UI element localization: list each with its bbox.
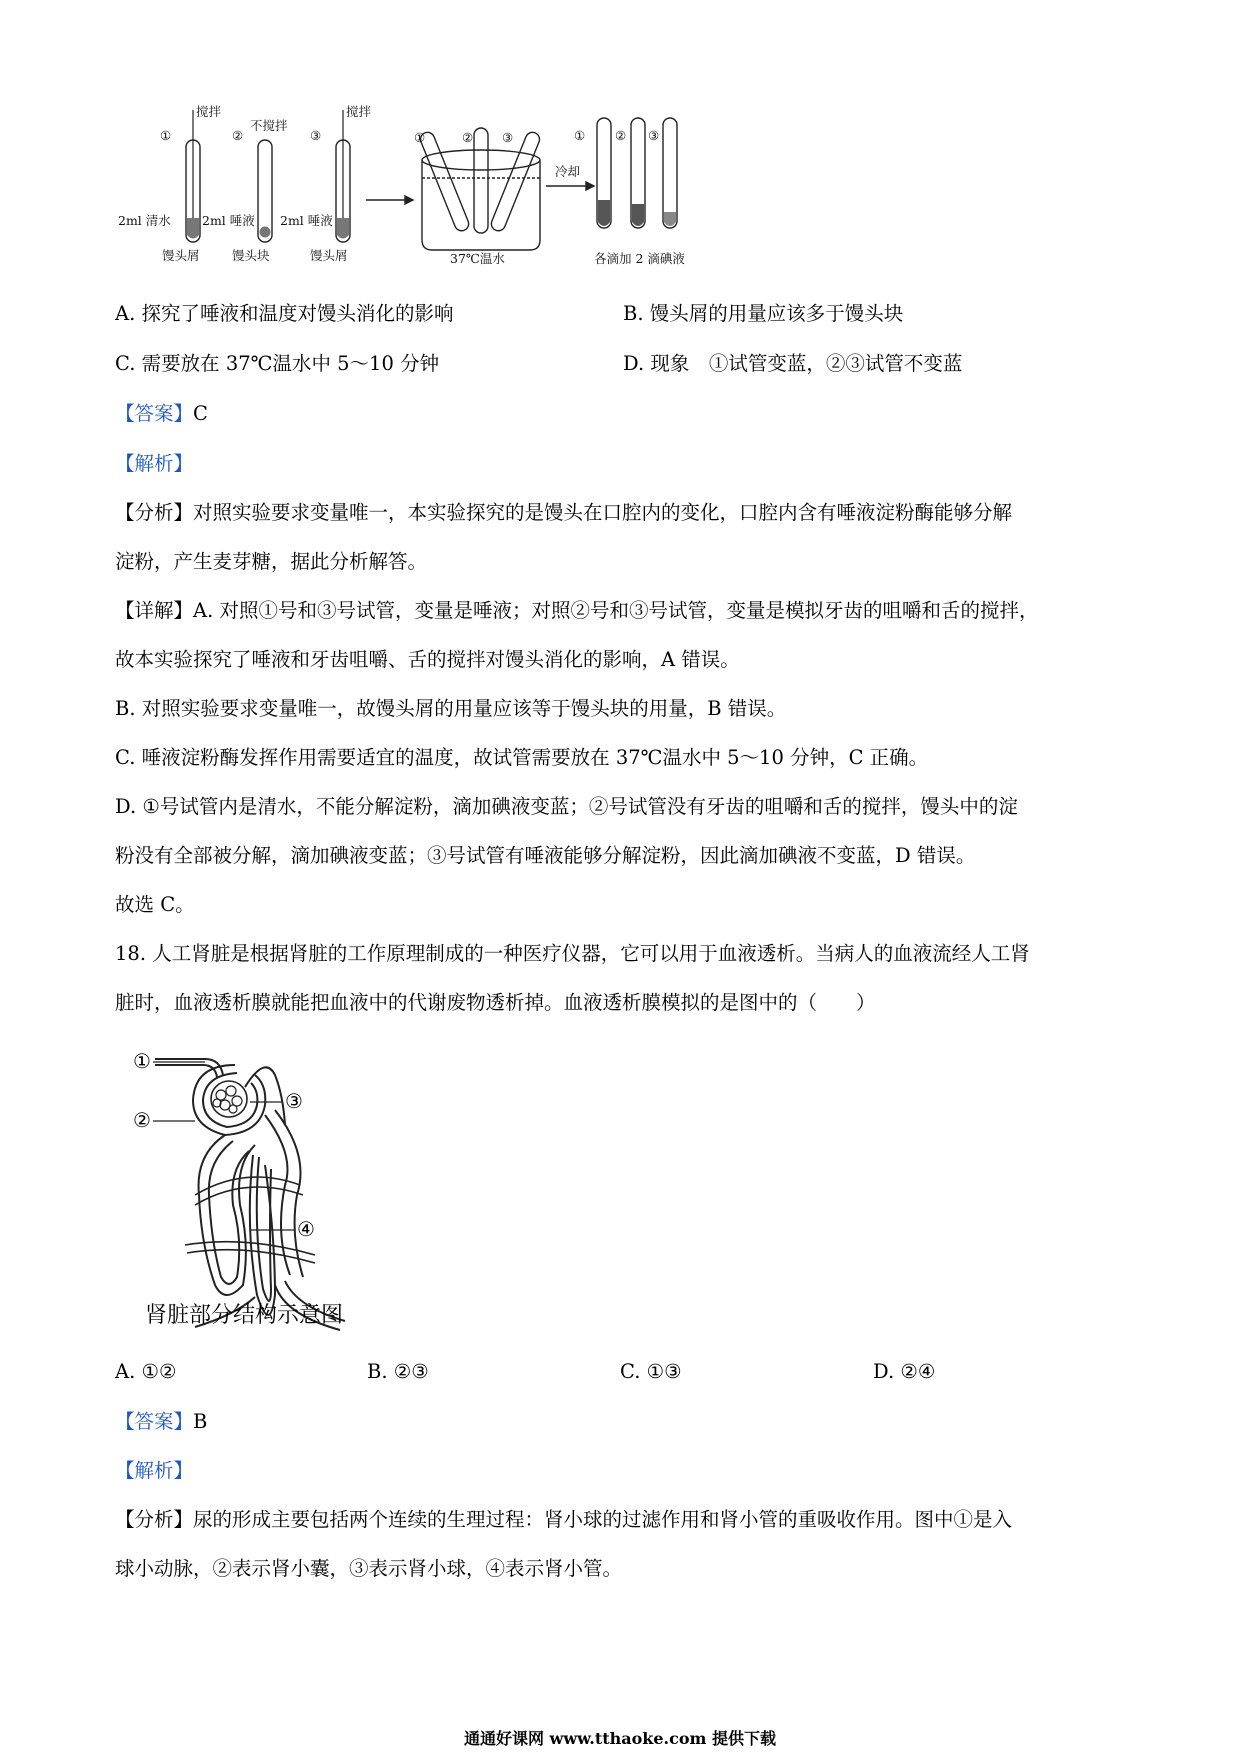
q17-xiangjie-line-2: 故本实验探究了唾液和牙齿咀嚼、舌的搅拌对馒头消化的影响，A 错误。 — [115, 648, 740, 671]
content-label-2: 馒头块 — [232, 248, 270, 263]
q17-option-a: A. 探究了唾液和温度对馒头消化的影响 — [115, 302, 454, 325]
kidney-figure-caption: 肾脏部分结构示意图 — [145, 1303, 344, 1328]
experiment-figure — [110, 100, 710, 270]
q17-line-c: C. 唾液淀粉酶发挥作用需要适宜的温度，故试管需要放在 37℃温水中 5～10 分钟，C 正确。 — [115, 746, 929, 769]
q18-fenxi-line-1 — [115, 1506, 1012, 1534]
q17-answer — [115, 400, 208, 428]
cool-label: 冷却 — [555, 164, 581, 179]
content-label-3: 馒头屑 — [310, 248, 348, 263]
answer-value: B — [193, 1410, 208, 1433]
tube-num-3: ③ — [310, 128, 322, 143]
final-num-2: ② — [615, 128, 627, 143]
liquid-label-3: 2ml 唾液 — [280, 213, 333, 228]
liquid-label-1: 2ml 清水 — [118, 213, 171, 228]
kidney-figure — [125, 1045, 385, 1335]
top-label-2: 不搅拌 — [250, 118, 288, 133]
fenxi-tag: 【分析】 — [115, 501, 194, 524]
beaker-num-3: ③ — [502, 130, 514, 145]
q17-line-d-2: 粉没有全部被分解，滴加碘液变蓝；③号试管有唾液能够分解淀粉，因此滴加碘液不变蓝，D 错误。 — [115, 844, 976, 867]
tube-num-2: ② — [232, 128, 244, 143]
beaker-num-1: ① — [414, 130, 426, 145]
q18-option-d: D. ②④ — [873, 1360, 936, 1383]
q18-option-b: B. ②③ — [367, 1360, 429, 1383]
q18-stem-line-1: 18. 人工肾脏是根据肾脏的工作原理制成的一种医疗仪器，它可以用于血液透析。当病人的血液流经人工肾 — [115, 942, 1030, 965]
q18-fenxi-line-2: 球小动脉，②表示肾小囊，③表示肾小球，④表示肾小管。 — [115, 1557, 623, 1580]
kidney-label-3: ③ — [285, 1089, 303, 1113]
xiangjie-text-1: A. 对照①号和③号试管，变量是唾液；对照②号和③号试管，变量是模拟牙齿的咀嚼和舌的搅拌， — [193, 599, 1039, 622]
q17-option-c: C. 需要放在 37℃温水中 5～10 分钟 — [115, 352, 440, 375]
kidney-label-2: ② — [133, 1108, 151, 1132]
analysis-tag: 【解析】 — [115, 1459, 194, 1482]
answer-value: C — [193, 402, 208, 425]
liquid-label-2: 2ml 唾液 — [202, 213, 255, 228]
fenxi-text-1: 尿的形成主要包括两个连续的生理过程：肾小球的过滤作用和肾小管的重吸收作用。图中①是入 — [193, 1508, 1013, 1531]
q18-option-c: C. ①③ — [620, 1360, 682, 1383]
q18-answer — [115, 1408, 207, 1436]
q17-fenxi-line-2: 淀粉，产生麦芽糖，据此分析解答。 — [115, 550, 428, 573]
q17-line-d-1: D. ①号试管内是清水，不能分解淀粉，滴加碘液变蓝；②号试管没有牙齿的咀嚼和舌的搅拌，馒头中的淀 — [115, 795, 1018, 818]
final-num-3: ③ — [648, 128, 660, 143]
q17-analysis-heading — [115, 450, 193, 478]
content-label-1: 馒头屑 — [162, 248, 200, 263]
q18-stem-line-2: 脏时，血液透析膜就能把血液中的代谢废物透析掉。血液透析膜模拟的是图中的（ ） — [115, 991, 876, 1014]
q18-option-a: A. ①② — [115, 1360, 177, 1383]
q17-option-b: B. 馒头屑的用量应该多于馒头块 — [623, 302, 904, 325]
fenxi-tag: 【分析】 — [115, 1508, 194, 1531]
answer-tag: 【答案】 — [115, 1410, 194, 1433]
q17-option-d: D. 现象 ①试管变蓝，②③试管不变蓝 — [623, 352, 963, 375]
tube-num-1: ① — [160, 128, 172, 143]
kidney-label-1: ① — [133, 1049, 151, 1073]
final-num-1: ① — [574, 128, 586, 143]
fenxi-text-1: 对照实验要求变量唯一，本实验探究的是馒头在口腔内的变化，口腔内含有唾液淀粉酶能够分解 — [193, 501, 1013, 524]
analysis-tag: 【解析】 — [115, 452, 194, 475]
q18-analysis-heading — [115, 1457, 193, 1485]
q17-fenxi-line-1 — [115, 499, 1012, 527]
page-footer: 通通好课网 www.tthaoke.com 提供下载 — [463, 1729, 777, 1748]
answer-tag: 【答案】 — [115, 402, 194, 425]
top-label-1: 搅拌 — [196, 104, 222, 119]
q17-xiangjie-line-1 — [115, 597, 1039, 625]
q17-line-b: B. 对照实验要求变量唯一，故馒头屑的用量应该等于馒头块的用量，B 错误。 — [115, 697, 787, 720]
bath-label: 37℃温水 — [450, 251, 505, 266]
top-label-3: 搅拌 — [346, 104, 372, 119]
xiangjie-tag: 【详解】 — [115, 599, 194, 622]
iodine-label: 各滴加 2 滴碘液 — [594, 251, 685, 266]
beaker-num-2: ② — [462, 130, 474, 145]
q17-conclusion: 故选 C。 — [115, 893, 195, 916]
kidney-label-4: ④ — [297, 1217, 315, 1241]
